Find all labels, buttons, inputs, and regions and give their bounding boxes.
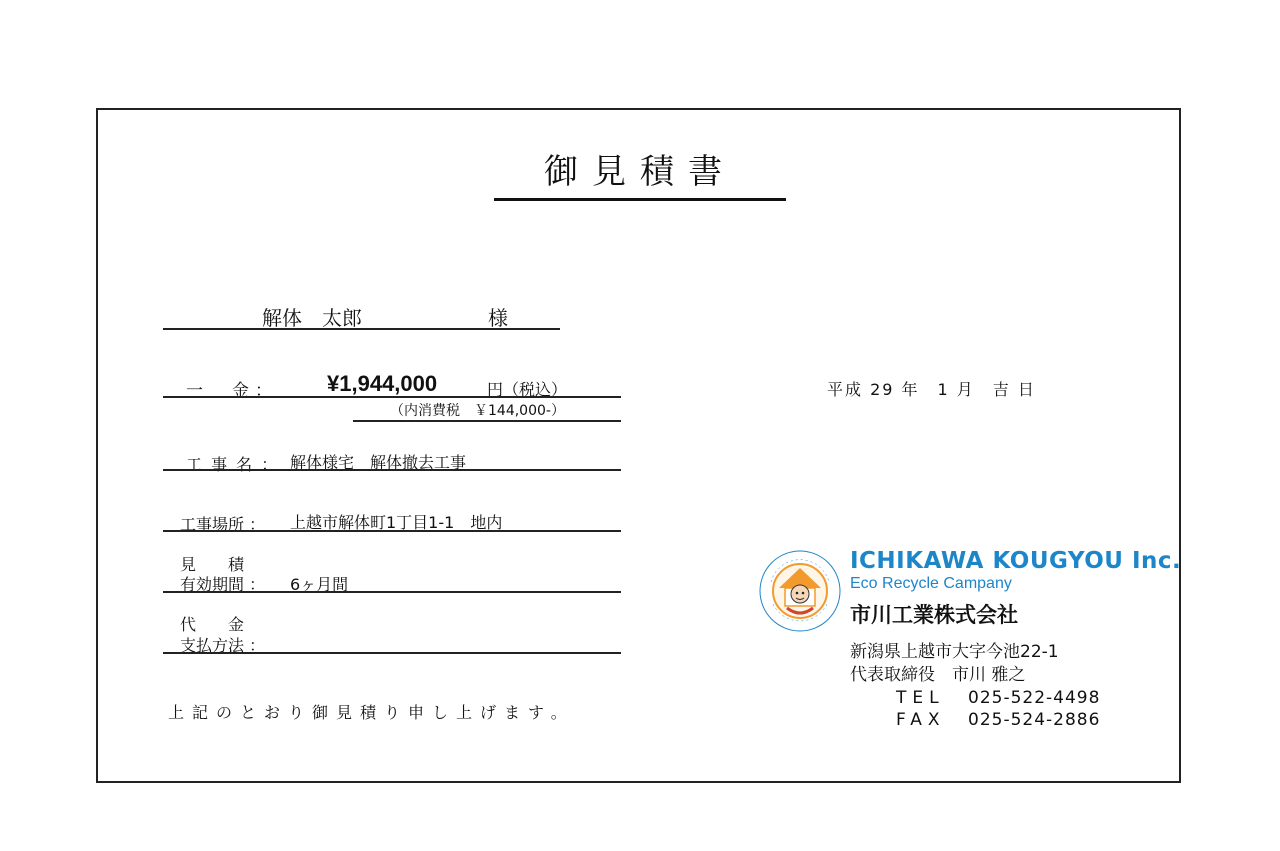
- field-value-validity: 6ヶ月間: [290, 575, 349, 594]
- field-label-payment-top: 代 金: [180, 615, 245, 634]
- fax-label: FAX: [896, 710, 946, 730]
- closing-text: 上記のとおり御見積り申し上げます。: [168, 703, 575, 722]
- field-label-payment: 支払方法 ：: [180, 636, 266, 655]
- field-underline-validity: [163, 591, 621, 593]
- company-name-jp: 市川工業株式会社: [850, 603, 1018, 627]
- company-name-en: ICHIKAWA KOUGYOU Inc.: [850, 548, 1182, 574]
- tel-number: 025-522-4498: [968, 688, 1101, 708]
- field-label-project-name: 工 事 名 ：: [186, 455, 280, 474]
- tel-label: TEL: [896, 688, 945, 708]
- tax-underline: [353, 420, 621, 422]
- field-underline-site: [163, 530, 621, 532]
- amount-underline: [163, 396, 621, 398]
- client-name: 解体 太郎: [262, 306, 362, 330]
- field-value-project-name: 解体様宅 解体撤去工事: [290, 453, 467, 472]
- client-honorific: 様: [488, 306, 508, 330]
- field-label-site: 工事場所 ：: [180, 515, 266, 534]
- amount-label: 一 金：: [186, 381, 278, 401]
- field-underline-payment: [163, 652, 621, 654]
- field-underline-project-name: [163, 469, 621, 471]
- document-title: 御見積書: [494, 150, 786, 201]
- amount-value: ¥1,944,000: [327, 371, 438, 396]
- company-logo: [757, 548, 843, 634]
- field-label-validity-top: 見 積: [180, 555, 245, 574]
- issue-date: 平成 29 年 1 月 吉 日: [827, 380, 1036, 399]
- field-value-site: 上越市解体町1丁目1-1 地内: [290, 513, 503, 532]
- tax-note: （内消費税 ￥144,000-）: [390, 403, 565, 419]
- amount-unit: 円（税込）: [487, 380, 568, 399]
- company-tagline: Eco Recycle Campany: [850, 575, 1012, 592]
- company-representative: 代表取締役 市川 雅之: [850, 665, 1026, 685]
- fax-number: 025-524-2886: [968, 710, 1101, 730]
- company-address: 新潟県上越市大字今池22-1: [850, 642, 1059, 662]
- field-label-validity: 有効期間 ：: [180, 575, 266, 594]
